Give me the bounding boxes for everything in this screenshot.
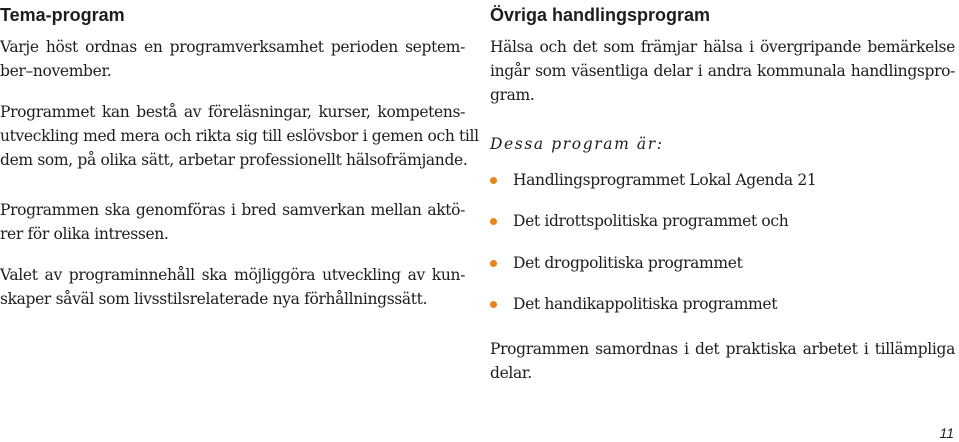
bullet-icon [490, 301, 497, 308]
right-closing-paragraph [490, 337, 955, 385]
paragraph-line: utveckling med mera och rikta sig till eslövsbor i gemen och till [0, 127, 479, 145]
right-intro-paragraph [490, 35, 955, 107]
left-column-heading: Tema-program [0, 5, 125, 25]
paragraph-line: delar. [490, 364, 532, 382]
right-column-heading: Övriga handlingsprogram [490, 5, 711, 25]
left-paragraph-4 [0, 263, 465, 311]
bullet-icon [490, 177, 497, 184]
paragraph-line: Programmen ska genomföras i bred samverkan mellan aktö- [0, 201, 465, 219]
list-item-text: Det idrottspolitiska programmet och [513, 212, 789, 230]
paragraph-line: Programmen samordnas i det praktiska arbetet i tillämpliga [490, 340, 955, 358]
list-item-text: Det drogpolitiska programmet [513, 254, 743, 272]
paragraph-line: skaper såväl som livsstilsrelaterade nya förhållningssätt. [0, 290, 428, 308]
left-paragraph-3 [0, 198, 465, 246]
paragraph-line: ingår som väsentliga delar i andra kommunala handlingspro- [490, 62, 955, 80]
page-number: 11 [939, 425, 954, 441]
paragraph-line: ber–november. [0, 62, 112, 80]
paragraph-line: dem som, på olika sätt, arbetar professionellt hälsofrämjande. [0, 151, 468, 169]
bullet-icon [490, 218, 497, 225]
paragraph-line: Hälsa och det som främjar hälsa i övergripande bemärkelse [490, 38, 955, 56]
list-item-text: Handlingsprogrammet Lokal Agenda 21 [513, 171, 817, 189]
paragraph-line: Valet av programinnehåll ska möjliggöra utveckling av kun- [0, 266, 465, 284]
paragraph-line: Programmet kan bestå av föreläsningar, kurser, kompetens- [0, 103, 465, 121]
paragraph-line: rer för olika intressen. [0, 225, 169, 243]
list-item-text: Det handikappolitiska programmet [513, 295, 778, 313]
left-paragraph-1 [0, 35, 465, 83]
paragraph-line: Varje höst ordnas en programverksamhet perioden septem- [0, 38, 465, 56]
program-list-intro: Dessa program är: [490, 135, 664, 153]
left-paragraph-2 [0, 100, 479, 172]
paragraph-line: gram. [490, 86, 535, 104]
bullet-icon [490, 260, 497, 267]
